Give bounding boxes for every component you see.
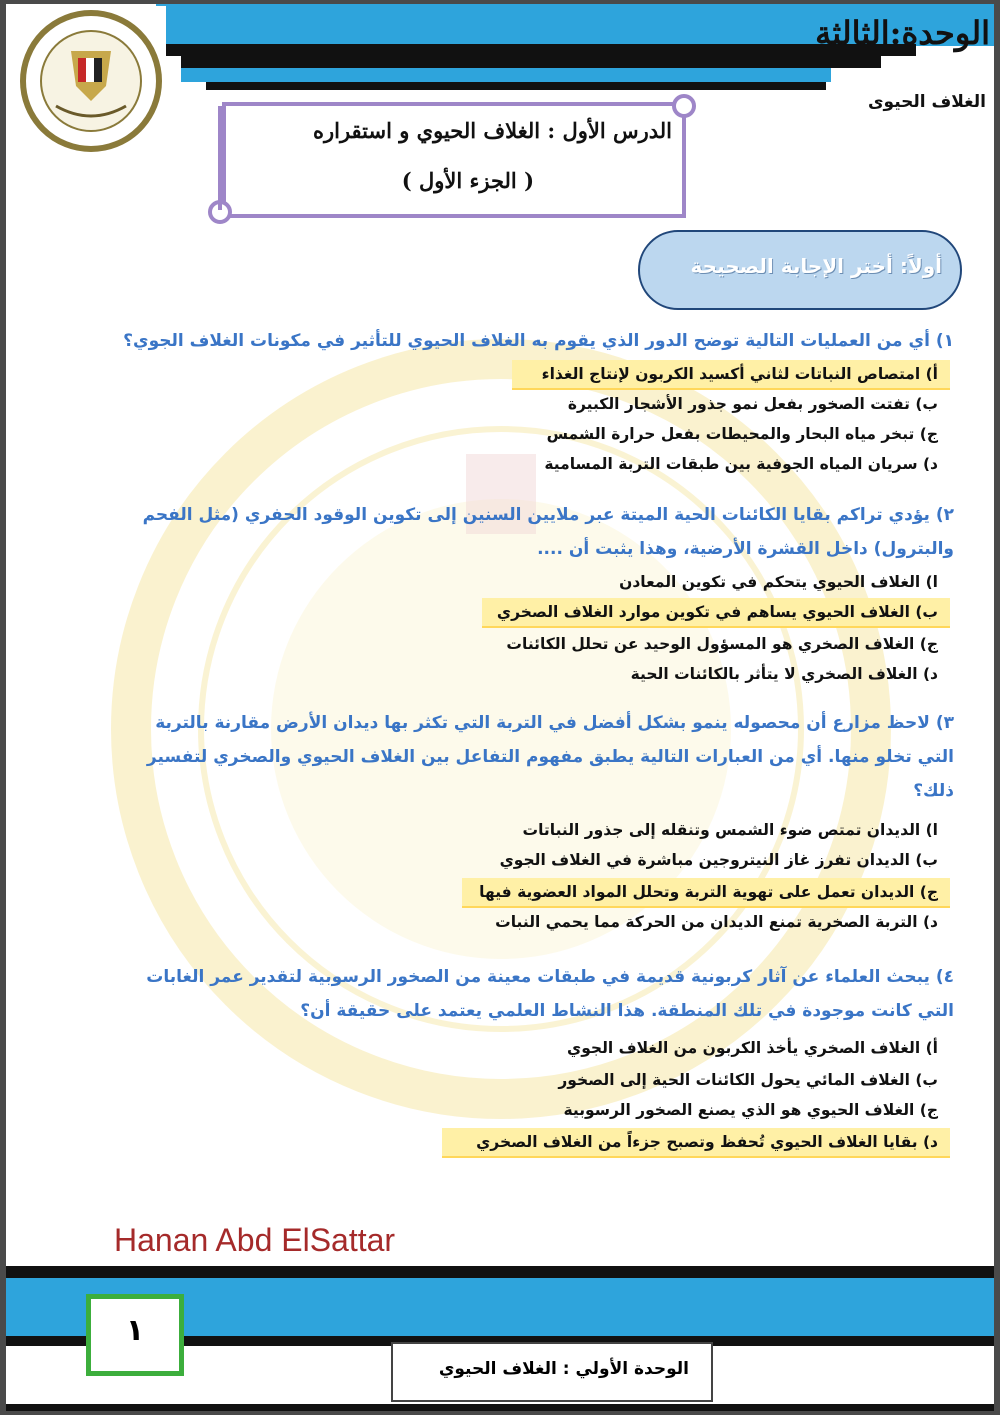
question-2-option-b[interactable]: ب) الغلاف الحيوي يساهم في تكوين موارد الغلاف الصخري (482, 598, 950, 628)
lesson-part: ( الجزء الأول ) (401, 168, 534, 193)
question-4-option-d[interactable]: د) بقايا الغلاف الحيوي تُحفظ وتصبح جزءاً من الغلاف الصخري (442, 1128, 950, 1158)
lesson-title: الدرس الأول : الغلاف الحيوي و استقراره (312, 118, 672, 143)
question-3-option-b[interactable]: ب) الديدان تفرز غاز النيتروجين مباشرة في الغلاف الجوي (499, 851, 938, 869)
question-2: ٢) يؤدي تراكم بقايا الكائنات الحية الميتة عبر ملايين السنين إلى تكوين الوقود الحفري (مثل الفحم والبترول) داخل القشرة الأرضية، وهذا يثبت أن .... (142, 505, 954, 559)
question-3: ٣) لاحظ مزارع أن محصوله ينمو بشكل أفضل في التربة التي تكثر بها ديدان الأرض مقارنة بالتربة التي تخلو منها. أي من العبارات التالية يطبق مفهوم التفاعل بين الغلاف الحيوي والصخري لتفسير ذلك؟ (146, 713, 954, 801)
question-1-option-a[interactable]: أ) امتصاص النباتات لثاني أكسيد الكربون لإنتاج الغذاء (512, 360, 950, 390)
question-3-option-d[interactable]: د) التربة الصخرية تمنع الديدان من الحركة مما يحمي النبات (495, 913, 938, 931)
question-2-option-d[interactable]: د) الغلاف الصخري لا يتأثر بالكائنات الحية (630, 665, 938, 683)
page-number-box (86, 1294, 184, 1376)
lesson-scroll-frame (206, 92, 696, 224)
unit-title: الوحدة:الثالثة (815, 14, 990, 52)
header-stripe (181, 68, 831, 82)
question-3-option-a[interactable]: ا) الديدان تمتص ضوء الشمس وتنقله إلى جذور النباتات (522, 821, 938, 839)
footer-unit-label: الوحدة الأولي : الغلاف الحيوي (438, 1359, 689, 1379)
question-1-option-d[interactable]: د) سريان المياه الجوفية بين طبقات التربة المسامية (544, 455, 938, 473)
question-3-option-c[interactable]: ج) الديدان تعمل على تهوية التربة وتحلل المواد العضوية فيها (462, 878, 950, 908)
question-4-option-a[interactable]: أ) الغلاف الصخري يأخذ الكربون من الغلاف الجوي (566, 1039, 938, 1057)
worksheet-page (6, 4, 994, 1411)
footer-unit-box (391, 1342, 713, 1402)
header-stripe (181, 56, 881, 68)
question-1: ١) أي من العمليات التالية توضح الدور الذي يقوم به الغلاف الحيوي للتأثير في مكونات الغلاف الجوي؟ (123, 331, 954, 351)
question-4-option-b[interactable]: ب) الغلاف المائي يحول الكائنات الحية إلى الصخور (558, 1071, 938, 1089)
question-2-option-a[interactable]: ا) الغلاف الحيوي يتحكم في تكوين المعادن (619, 573, 938, 591)
header-stripe (156, 44, 916, 56)
question-4-option-c[interactable]: ج) الغلاف الحيوي هو الذي يصنع الصخور الرسوبية (563, 1101, 938, 1119)
section-title: أولاً: أختر الإجابة الصحيحة (690, 254, 942, 278)
ministry-logo-icon (16, 6, 166, 156)
question-2-option-c[interactable]: ج) الغلاف الصخري هو المسؤول الوحيد عن تحلل الكائنات (506, 635, 938, 653)
unit-subtitle: الغلاف الحيوى (867, 92, 986, 112)
question-4: ٤) يبحث العلماء عن آثار كربونية قديمة في طبقات معينة من الصخور الرسوبية لتقدير عمر الغابات التي كانت موجودة في تلك المنطقة. هذا النشاط العلمي يعتمد على حقيقة أن؟ (146, 967, 954, 1021)
footer-stripe (6, 1266, 994, 1278)
section-heading (638, 230, 962, 310)
footer-stripe (6, 1404, 994, 1411)
question-1-option-c[interactable]: ج) تبخر مياه البحار والمحيطات بفعل حرارة الشمس (546, 425, 938, 443)
question-1-option-b[interactable]: ب) تفتت الصخور بفعل نمو جذور الأشجار الكبيرة (567, 395, 938, 413)
author-name: Hanan Abd ElSattar (114, 1222, 396, 1258)
header-stripe (206, 82, 826, 90)
page-number: ١ (125, 1313, 145, 1348)
